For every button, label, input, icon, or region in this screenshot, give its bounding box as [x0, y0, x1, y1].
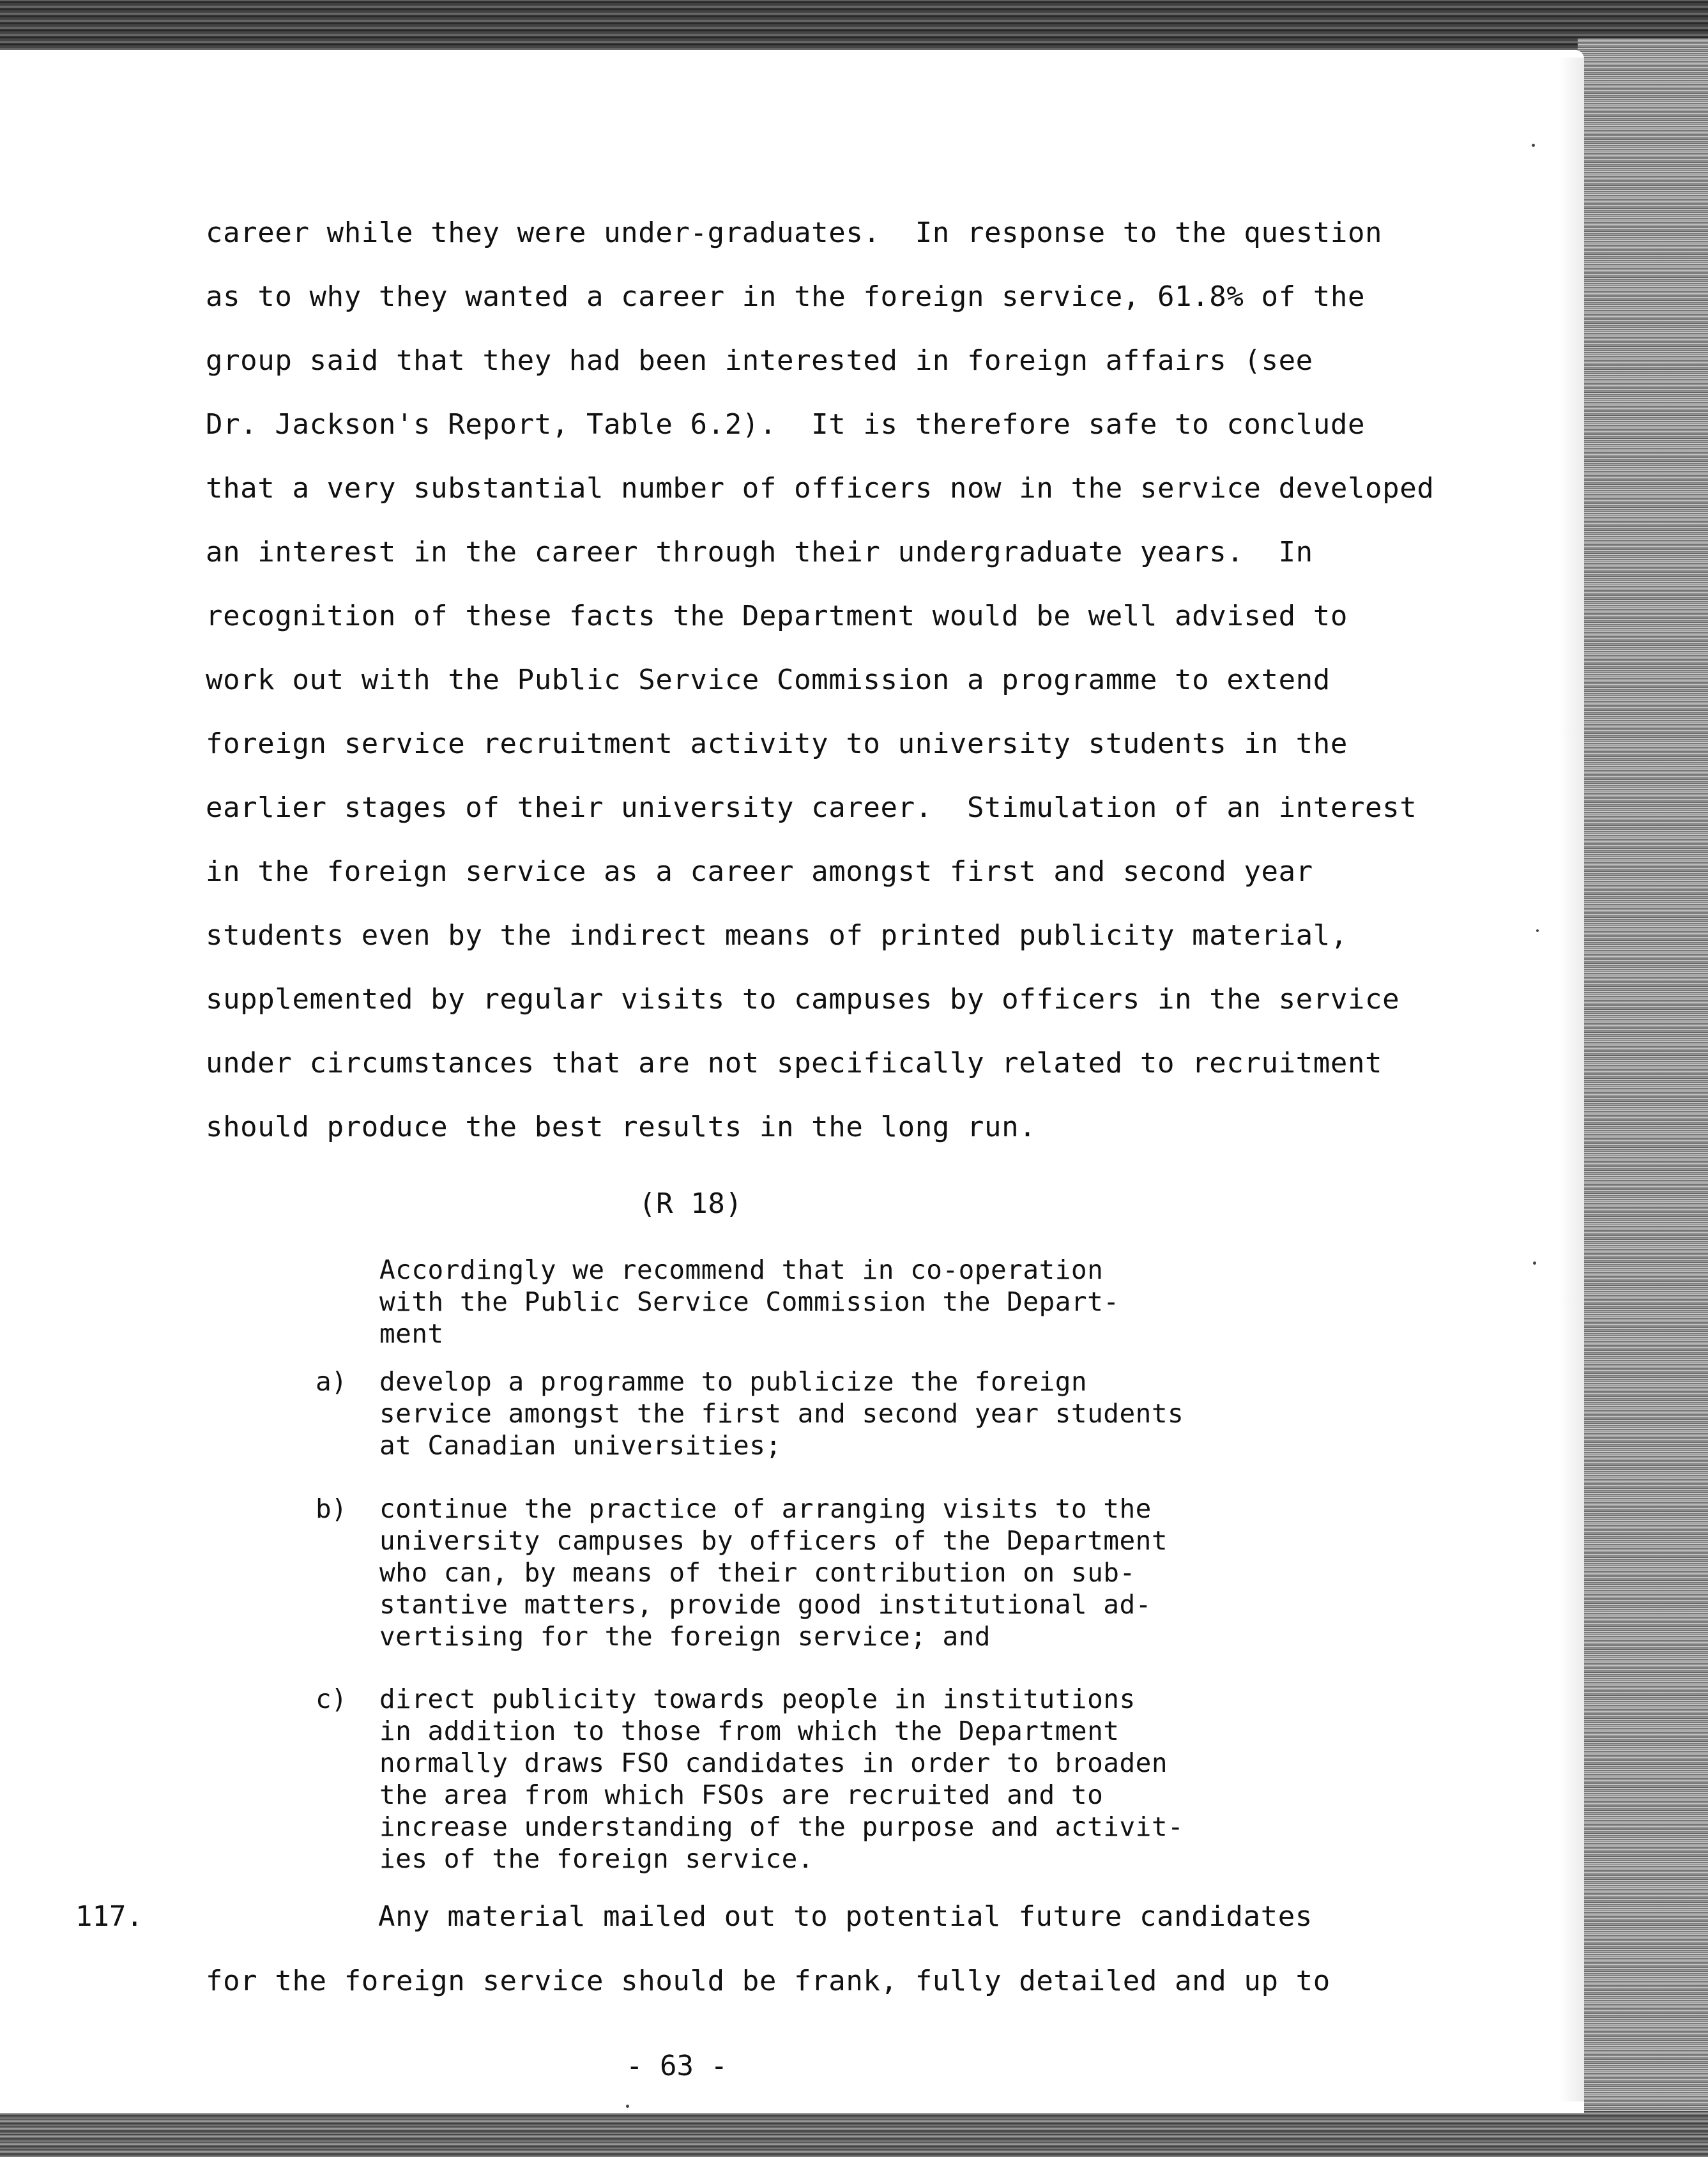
item-c-line: direct publicity towards people in institutions: [379, 1684, 1136, 1714]
scan-speck: [1533, 1261, 1536, 1265]
body-line: for the foreign service should be frank, fully detailed and up to: [206, 1965, 1331, 1997]
item-a-line: develop a programme to publicize the foreign: [379, 1366, 1088, 1397]
scan-bottom-edge: [0, 2111, 1708, 2157]
item-b-line: continue the practice of arranging visits to the: [379, 1493, 1152, 1524]
body-line: under circumstances that are not specifically related to recruitment: [206, 1047, 1383, 1079]
body-line: that a very substantial number of officers now in the service developed: [206, 472, 1435, 505]
body-line: students even by the indirect means of printed publicity material,: [206, 919, 1348, 952]
recommendation-intro-line: ment: [379, 1318, 444, 1349]
body-line: should produce the best results in the long run.: [206, 1111, 1037, 1143]
body-line: an interest in the career through their undergraduate years. In: [206, 536, 1313, 568]
body-line: work out with the Public Service Commission a programme to extend: [206, 664, 1331, 696]
body-line: supplemented by regular visits to campuses by officers in the service: [206, 983, 1400, 1016]
body-line: recognition of these facts the Department would be well advised to: [206, 600, 1348, 632]
body-line: in the foreign service as a career amongst first and second year: [206, 855, 1313, 888]
item-marker-a: a): [316, 1366, 347, 1397]
item-b-line: university campuses by officers of the Department: [379, 1525, 1168, 1556]
item-b-line: who can, by means of their contribution on sub-: [379, 1557, 1136, 1588]
item-b-line: vertising for the foreign service; and: [379, 1621, 991, 1652]
scan-speck: [626, 2105, 629, 2108]
item-c-line: the area from which FSOs are recruited and to: [379, 1780, 1104, 1810]
item-c-line: in addition to those from which the Department: [379, 1716, 1120, 1746]
body-line: foreign service recruitment activity to university students in the: [206, 728, 1348, 760]
item-a-line: at Canadian universities;: [379, 1430, 782, 1461]
page-shadow: [1559, 57, 1584, 2101]
paragraph-number: 117.: [75, 1900, 143, 1933]
item-c-line: increase understanding of the purpose and activit-: [379, 1811, 1184, 1842]
scan-speck: [1536, 929, 1539, 932]
body-line: Any material mailed out to potential future candidates: [378, 1900, 1313, 1933]
item-c-line: normally draws FSO candidates in order to broaden: [379, 1748, 1168, 1778]
item-marker-c: c): [316, 1684, 347, 1714]
recommendation-heading: (R 18): [639, 1187, 743, 1220]
item-a-line: service amongst the first and second year students: [379, 1398, 1184, 1429]
recommendation-intro-line: with the Public Service Commission the Depart-: [379, 1286, 1120, 1317]
item-b-line: stantive matters, provide good institutional ad-: [379, 1589, 1152, 1620]
scan-speck: [1532, 144, 1535, 147]
body-line: career while they were under-graduates. In response to the question: [206, 217, 1383, 249]
body-line: Dr. Jackson's Report, Table 6.2). It is therefore safe to conclude: [206, 408, 1366, 441]
item-c-line: ies of the foreign service.: [379, 1843, 814, 1874]
body-line: earlier stages of their university career. Stimulation of an interest: [206, 791, 1417, 824]
book-page-edges: [1578, 38, 1708, 2121]
recommendation-intro-line: Accordingly we recommend that in co-operation: [379, 1254, 1104, 1285]
page-number: - 63 -: [626, 2050, 728, 2082]
body-line: as to why they wanted a career in the foreign service, 61.8% of the: [206, 280, 1366, 313]
body-line: group said that they had been interested in foreign affairs (see: [206, 344, 1313, 377]
item-marker-b: b): [316, 1493, 347, 1524]
